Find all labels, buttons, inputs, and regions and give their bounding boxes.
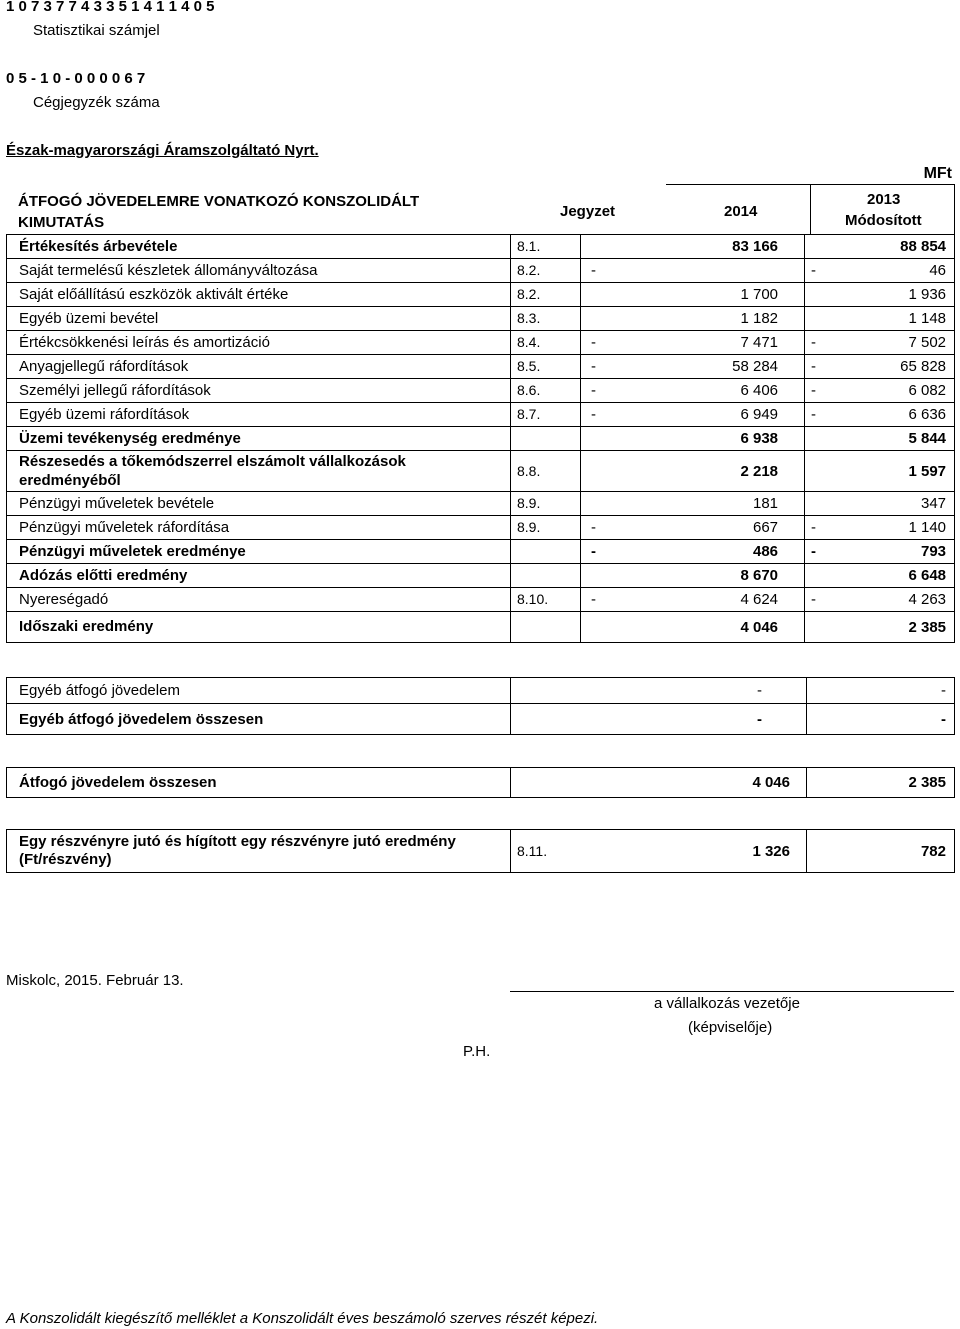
row-value-2014: -: [511, 678, 807, 704]
total-table: [6, 767, 955, 798]
signer-subtitle: (képviselője): [688, 1019, 773, 1036]
row-note: 8.10.: [511, 588, 581, 612]
row-label: Átfogó jövedelem összesen: [7, 768, 511, 798]
row-sign-2014: [581, 564, 663, 588]
row-sign-2013: [805, 235, 827, 259]
row-sign-2014: -: [581, 379, 663, 403]
row-value-2014: 667: [663, 516, 805, 540]
row-value-2013: 6 082: [827, 379, 955, 403]
row-label: Egyéb üzemi ráfordítások: [7, 403, 511, 427]
row-note: [511, 612, 581, 643]
statement-row: [7, 451, 955, 492]
row-value-2013: 4 263: [827, 588, 955, 612]
row-value-2013: -: [807, 704, 955, 735]
row-value-2013: 7 502: [827, 331, 955, 355]
row-value-2013: 2 385: [807, 768, 955, 798]
row-value-2013: 793: [827, 540, 955, 564]
place-date: Miskolc, 2015. Február 13.: [6, 972, 184, 989]
row-value-2014: 4 624: [663, 588, 805, 612]
statement-row: [7, 403, 955, 427]
row-value-2013: 1 148: [827, 307, 955, 331]
row-sign-2013: -: [805, 588, 827, 612]
row-sign-2014: -: [581, 540, 663, 564]
row-sign-2013: [805, 612, 827, 643]
row-sign-2013: [805, 451, 827, 492]
row-note: 8.1.: [511, 235, 581, 259]
row-label: Anyagjellegű ráfordítások: [7, 355, 511, 379]
row-value-2013: 1 597: [827, 451, 955, 492]
row-sign-2014: [581, 492, 663, 516]
total-row: [7, 768, 955, 798]
oci-table: [6, 677, 955, 735]
row-sign-2014: [581, 235, 663, 259]
footnote: A Konszolidált kiegészítő melléklet a Konszolidált éves beszámoló szerves részét képezi.: [6, 1310, 599, 1327]
row-sign-2014: [581, 451, 663, 492]
row-label: Egyéb üzemi bevétel: [7, 307, 511, 331]
row-sign-2013: -: [805, 403, 827, 427]
row-value-2013: 6 636: [827, 403, 955, 427]
col-2013-year: 2013: [867, 191, 901, 208]
row-sign-2013: -: [805, 540, 827, 564]
row-sign-2014: -: [581, 403, 663, 427]
row-value-2014: 2 218: [663, 451, 805, 492]
row-label: Egyéb átfogó jövedelem összesen: [7, 704, 511, 735]
stamp-placeholder: P.H.: [463, 1043, 491, 1060]
statement-row: [7, 588, 955, 612]
row-value-2014: 1 326: [581, 830, 807, 873]
row-sign-2013: [805, 307, 827, 331]
statement-row: [7, 259, 955, 283]
row-value-2013: 88 854: [827, 235, 955, 259]
row-sign-2013: [805, 283, 827, 307]
company-name: Észak-magyarországi Áramszolgáltató Nyrt.: [6, 142, 319, 159]
stat-label: Statisztikai számjel: [33, 22, 160, 39]
row-label: Értékesítés árbevétele: [7, 235, 511, 259]
row-sign-2013: [805, 427, 827, 451]
row-note: 8.11.: [511, 830, 581, 873]
col-note-header: Jegyzet: [560, 203, 616, 220]
col-2013-label: Módosított: [845, 212, 922, 229]
row-value-2014: 1 700: [663, 283, 805, 307]
row-sign-2014: -: [581, 588, 663, 612]
row-label: Személyi jellegű ráfordítások: [7, 379, 511, 403]
row-sign-2014: -: [581, 355, 663, 379]
row-label: Időszaki eredmény: [7, 612, 511, 643]
row-note: [511, 540, 581, 564]
statement-row: [7, 516, 955, 540]
row-sign-2013: -: [805, 355, 827, 379]
oci-row: [7, 678, 955, 704]
statement-row: [7, 492, 955, 516]
row-sign-2014: -: [581, 516, 663, 540]
row-value-2013: 1 936: [827, 283, 955, 307]
statement-title: ÁTFOGÓ JÖVEDELEMRE VONATKOZÓ KONSZOLIDÁLT KIMUTATÁS: [18, 193, 420, 231]
row-sign-2014: -: [581, 259, 663, 283]
row-note: 8.8.: [511, 451, 581, 492]
statement-row: [7, 331, 955, 355]
statement-row: [7, 355, 955, 379]
row-value-2013: 347: [827, 492, 955, 516]
row-note: [511, 564, 581, 588]
stat-number: 1 0 7 3 7 7 4 3 3 5 1 4 1 1 4 0 5: [6, 0, 215, 15]
statement-row: [7, 540, 955, 564]
row-value-2013: 1 140: [827, 516, 955, 540]
statement-row: [7, 283, 955, 307]
row-sign-2013: [805, 492, 827, 516]
row-note: 8.2.: [511, 259, 581, 283]
row-value-2014: 7 471: [663, 331, 805, 355]
row-note: [511, 427, 581, 451]
eps-row: [7, 830, 955, 873]
row-sign-2014: [581, 283, 663, 307]
row-sign-2013: -: [805, 516, 827, 540]
income-statement-table: [6, 234, 955, 643]
row-value-2013: 5 844: [827, 427, 955, 451]
row-label: Saját termelésű készletek állományváltozása: [7, 259, 511, 283]
signer-title: a vállalkozás vezetője: [654, 995, 800, 1012]
row-value-2013: 2 385: [827, 612, 955, 643]
eps-table: [6, 829, 955, 873]
row-label: Saját előállítású eszközök aktivált értéke: [7, 283, 511, 307]
row-label: Pénzügyi műveletek eredménye: [7, 540, 511, 564]
oci-total-row: [7, 704, 955, 735]
row-note: 8.2.: [511, 283, 581, 307]
row-sign-2013: [805, 564, 827, 588]
unit-label: MFt: [923, 165, 952, 182]
statement-row: [7, 379, 955, 403]
statement-row: [7, 427, 955, 451]
row-label: Adózás előtti eredmény: [7, 564, 511, 588]
row-note: 8.7.: [511, 403, 581, 427]
row-value-2014: 6 949: [663, 403, 805, 427]
row-value-2014: -: [511, 704, 807, 735]
row-label: Értékcsökkenési leírás és amortizáció: [7, 331, 511, 355]
row-value-2014: 4 046: [663, 612, 805, 643]
row-label: Pénzügyi műveletek ráfordítása: [7, 516, 511, 540]
reg-label: Cégjegyzék száma: [33, 94, 160, 111]
statement-row: [7, 235, 955, 259]
row-value-2014: 181: [663, 492, 805, 516]
col-2014-header: 2014: [724, 203, 758, 220]
row-sign-2013: -: [805, 331, 827, 355]
row-note: 8.3.: [511, 307, 581, 331]
statement-row: [7, 564, 955, 588]
signature-line: [510, 991, 954, 992]
row-value-2014: 6 938: [663, 427, 805, 451]
row-label: Egyéb átfogó jövedelem: [7, 678, 511, 704]
statement-row: [7, 307, 955, 331]
row-value-2013: 782: [807, 830, 955, 873]
row-value-2014: 6 406: [663, 379, 805, 403]
row-value-2014: 58 284: [663, 355, 805, 379]
row-label: Részesedés a tőkemódszerrel elszámolt vállalkozások eredményéből: [7, 451, 511, 492]
row-label: Pénzügyi műveletek bevétele: [7, 492, 511, 516]
reg-number: 0 5 - 1 0 - 0 0 0 0 6 7: [6, 70, 146, 87]
row-note: 8.9.: [511, 516, 581, 540]
row-value-2014: 486: [663, 540, 805, 564]
row-sign-2013: -: [805, 379, 827, 403]
row-note: 8.6.: [511, 379, 581, 403]
row-value-2014: 83 166: [663, 235, 805, 259]
row-value-2013: 6 648: [827, 564, 955, 588]
row-sign-2013: -: [805, 259, 827, 283]
row-label: Üzemi tevékenység eredménye: [7, 427, 511, 451]
row-label: Nyereségadó: [7, 588, 511, 612]
row-note: 8.9.: [511, 492, 581, 516]
row-note: 8.4.: [511, 331, 581, 355]
row-value-2014: 4 046: [511, 768, 807, 798]
row-value-2013: 46: [827, 259, 955, 283]
row-sign-2014: [581, 307, 663, 331]
row-note: 8.5.: [511, 355, 581, 379]
row-sign-2014: [581, 427, 663, 451]
row-sign-2014: [581, 612, 663, 643]
row-value-2014: 1 182: [663, 307, 805, 331]
row-label: Egy részvényre jutó és hígított egy részvényre jutó eredmény (Ft/részvény): [7, 830, 511, 873]
row-value-2014: [663, 259, 805, 283]
row-value-2014: 8 670: [663, 564, 805, 588]
row-value-2013: -: [807, 678, 955, 704]
header-divider: [810, 184, 811, 234]
statement-row: [7, 612, 955, 643]
row-sign-2014: -: [581, 331, 663, 355]
row-value-2013: 65 828: [827, 355, 955, 379]
